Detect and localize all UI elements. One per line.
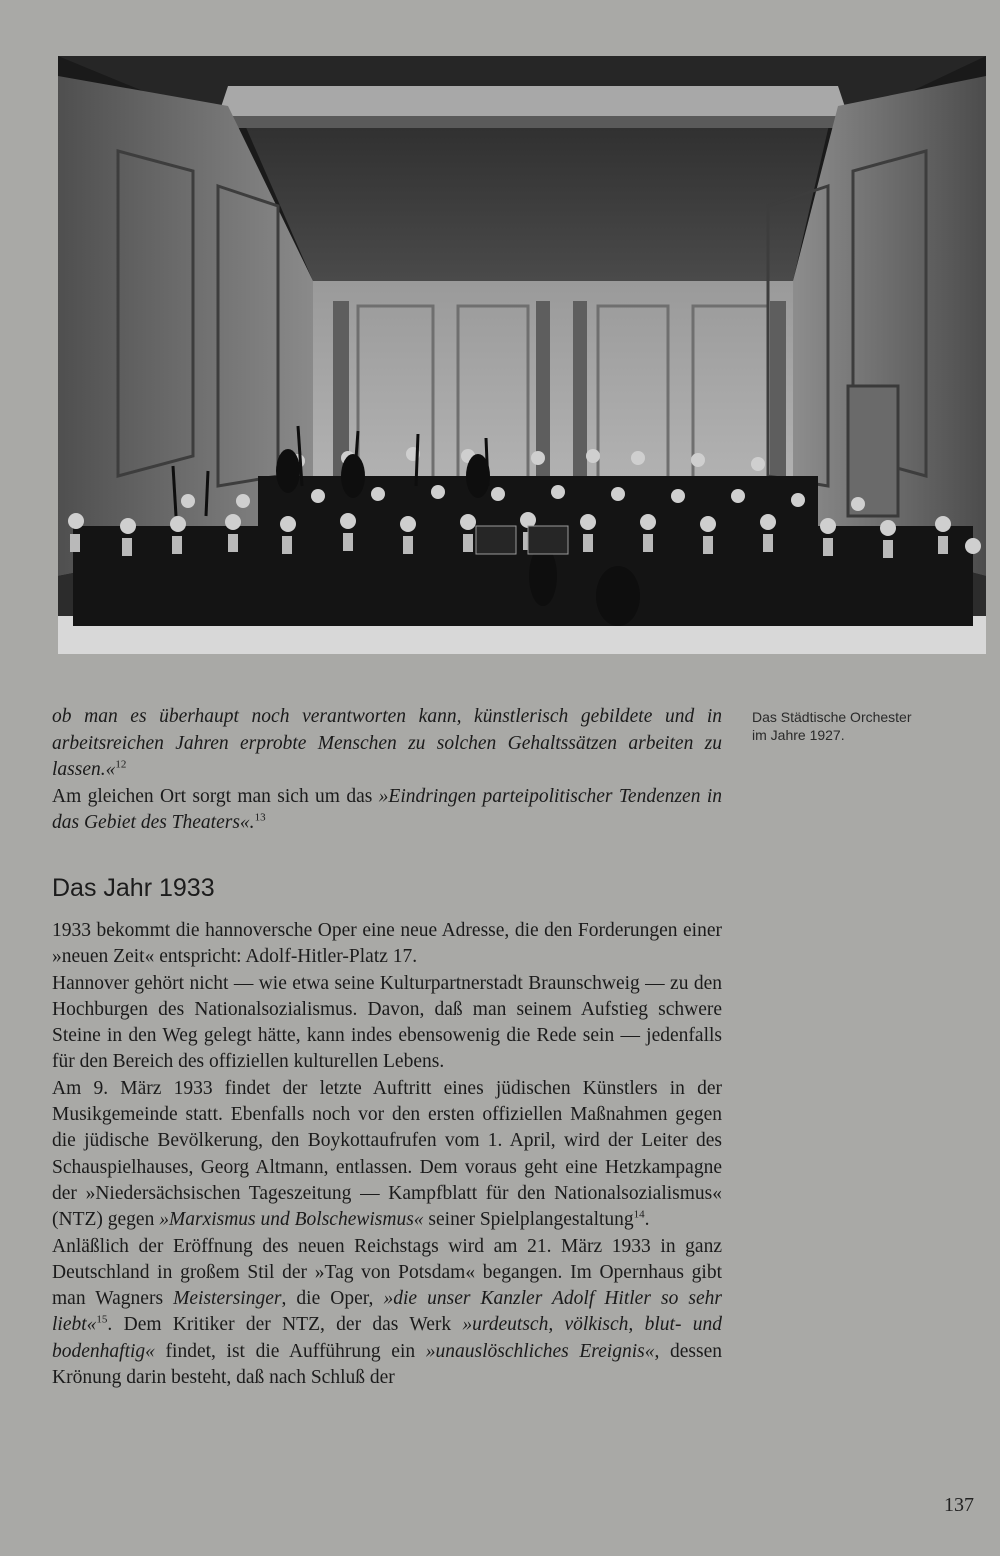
p3-text-end: .: [644, 1209, 650, 1231]
p3-italic: »Marxismus und Bolschewismus«: [159, 1209, 424, 1231]
orchestra-photo-drawing: [58, 56, 986, 654]
body-paragraph-4: [52, 1234, 722, 1392]
p4-italic-1: Meistersinger: [173, 1288, 282, 1310]
body-paragraph-2: Hannover gehört nicht — wie etwa seine Kulturpartnerstadt Braunschweig — zu den Hochburgen des Nationalsozialismus. Davon, daß man seinem Aufstieg schwere Steine in den Weg gelegt hätte, kann indes ebensowenig die Rede sein — jedenfalls für den Bereich des offiziellen kulturellen Lebens.: [52, 972, 722, 1073]
quote-italic-text-2: »Eindringen parteipolitischer Tendenzen in das Gebiet des Theaters«.: [52, 785, 722, 833]
quote-paragraph-2: [52, 784, 722, 837]
footnote-ref-14: 14: [633, 1208, 645, 1221]
quote-paragraph-1: [52, 704, 722, 784]
section-heading: Das Jahr 1933: [52, 874, 215, 902]
p4-text-e: , dessen Krönung darin besteht, daß nach Schluß der: [52, 1340, 722, 1389]
body-paragraph-1: 1933 bekommt die hannoversche Oper eine neue Adresse, die den Forderungen einer »neuen Zeit« entspricht: Adolf-Hitler-Platz 17.: [52, 920, 722, 968]
p4-italic-4: »unauslöschliches Ereignis«: [425, 1340, 655, 1362]
p4-text-a: Anläßlich der Eröffnung des neuen Reichstags wird am 21. März 1933 in ganz Deutschland in großem Stil der »Tag von Potsdam« begangen. Im Opernhaus gibt man Wagners: [52, 1235, 722, 1310]
quote-text: Am gleichen Ort sorgt man sich um das: [52, 785, 379, 807]
footnote-ref-13: 13: [254, 811, 266, 824]
p3-text-a: Am 9. März 1933 findet der letzte Auftritt eines jüdischen Künstlers in der Musikgemeinde statt. Ebenfalls noch vor den ersten offiziellen Maßnahmen gegen die jüdische Bevölkerung, den Boykottaufrufen vom 1. April, wird der Leiter des Schauspielhauses, Georg Altmann, entlassen. Dem voraus geht eine Hetzkampagne der »Niedersächsischen Tageszeitung — Kampfblatt für den Nationalsozialismus« (NTZ) gegen: [52, 1077, 722, 1231]
orchestra-photo: [58, 56, 986, 654]
p4-italic-2: »die unser Kanzler Adolf Hitler so sehr liebt«: [52, 1288, 722, 1336]
page-number: 137: [944, 1494, 974, 1516]
p3-text-b: seiner Spielplangestaltung: [423, 1209, 634, 1231]
caption-line-1: Das Städtische Orchester: [752, 709, 912, 725]
caption-line-2: im Jahre 1927.: [752, 727, 845, 743]
quote-block: [52, 704, 722, 837]
p4-text-c: . Dem Kritiker der NTZ, der das Werk: [107, 1314, 463, 1336]
quote-italic-text: ob man es überhaupt noch verantworten kann, künstlerisch gebildete und in arbeitsreichen Jahren erprobte Menschen zu solchen Gehaltssätzen arbeiten zu lassen.«: [52, 706, 722, 780]
p4-text-b: , die Oper,: [281, 1288, 384, 1310]
p4-text-d: findet, ist die Aufführung ein: [154, 1340, 426, 1362]
photo-caption: [752, 708, 982, 744]
section-body: [52, 918, 722, 1391]
body-paragraph-3: [52, 1076, 722, 1234]
footnote-ref-12: 12: [115, 758, 127, 771]
p4-italic-3: »urdeutsch, völkisch, blut- und bodenhaftig«: [52, 1314, 722, 1362]
footnote-ref-15: 15: [96, 1313, 108, 1326]
